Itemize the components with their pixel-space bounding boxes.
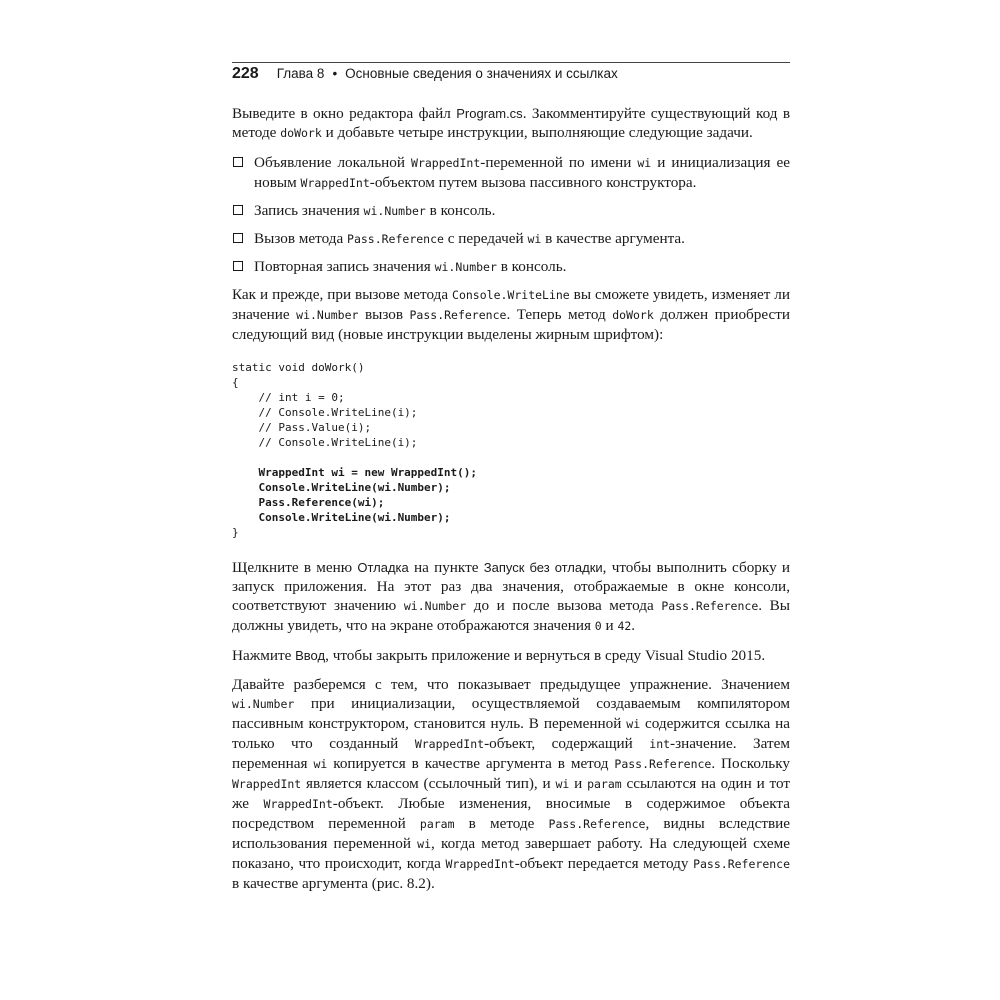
text: , когда метод завершает работу. На следующей схеме показано, что происходит, когда xyxy=(232,835,790,872)
text: Запись значения xyxy=(254,202,364,219)
list-item xyxy=(232,229,790,249)
code-term: int xyxy=(649,737,671,751)
text: вызов xyxy=(358,306,410,323)
code-term: 0 xyxy=(594,619,602,633)
text: , видны вследствие использования переменной xyxy=(232,815,790,852)
menu-item-name: Запуск без отладки xyxy=(483,560,603,575)
code-term: wi.Number xyxy=(434,260,497,274)
header-rule xyxy=(232,62,790,63)
code-term: wi xyxy=(637,156,652,170)
text: в качестве аргумента (рис. 8.2). xyxy=(232,875,435,892)
text: Выведите в окно редактора файл xyxy=(232,105,457,122)
code-term: Pass.Reference xyxy=(693,857,791,871)
checkbox-bullet-icon xyxy=(233,205,243,215)
code-line: // Console.WriteLine(i); xyxy=(232,406,418,419)
code-term: wi.Number xyxy=(363,204,426,218)
text: Щелкните в меню xyxy=(232,559,358,576)
code-line-bold: Console.WriteLine(wi.Number); xyxy=(232,511,451,524)
text: копируется в качестве аргумента в метод xyxy=(327,755,615,772)
chapter-label: Глава 8 xyxy=(276,66,325,81)
header-separator: • xyxy=(332,66,338,81)
paragraph xyxy=(232,646,790,665)
text: является классом (ссылочный тип), и xyxy=(301,775,556,792)
text: Нажмите xyxy=(232,647,296,664)
text: -значение. Затем переменная xyxy=(232,735,790,772)
text: Объявление локальной xyxy=(254,154,412,171)
text: и xyxy=(601,617,618,634)
text: . Закомментируйте существующий код в методе xyxy=(232,105,790,141)
code-term: WrappedInt xyxy=(232,777,302,791)
code-term: param xyxy=(419,817,455,831)
code-term: Pass.Reference xyxy=(661,599,759,613)
code-term: 42 xyxy=(617,619,632,633)
code-line: } xyxy=(232,526,239,539)
paragraph xyxy=(232,285,790,344)
key-name: Ввод xyxy=(295,648,326,663)
text: . Теперь метод xyxy=(506,306,613,323)
text: Вызов метода xyxy=(254,230,348,247)
list-item xyxy=(232,201,790,221)
code-term: param xyxy=(587,777,622,791)
code-term: wi xyxy=(313,757,328,771)
code-term: wi xyxy=(555,777,570,791)
text: и инициализация ее новым xyxy=(254,154,791,191)
text: в качестве аргумента. xyxy=(541,230,685,247)
checkbox-bullet-icon xyxy=(233,261,243,271)
text: ссылаются на один и тот же xyxy=(232,775,790,812)
code-listing xyxy=(232,360,790,540)
paragraph xyxy=(232,675,790,893)
text: и добавьте четыре инструкции, выполняющие следующие задачи. xyxy=(321,124,753,141)
code-term: Pass.Reference xyxy=(347,232,444,246)
text: на пункте xyxy=(408,559,484,576)
text: вы сможете увидеть, изменяет ли значение xyxy=(232,286,790,323)
text: должен приобрести следующий вид (новые инструкции выделены жирным шрифтом): xyxy=(232,306,791,343)
text: , чтобы выполнить сборку и запуск приложения. На этот раз два значения, отображаемые в окне консоли, соответствуют значению xyxy=(232,559,791,614)
code-term: Pass.Reference xyxy=(409,308,507,322)
chapter-title: Основные сведения о значениях и ссылках xyxy=(345,66,618,81)
code-line: // Console.WriteLine(i); xyxy=(232,436,418,449)
page-number: 228 xyxy=(232,65,259,82)
code-term: wi xyxy=(417,837,432,851)
code-term: wi.Number xyxy=(403,599,467,613)
text: -переменной по имени xyxy=(480,154,638,171)
text: , чтобы закрыть приложение и вернуться в среду Visual Studio 2015. xyxy=(325,647,766,664)
text: . Вы должны увидеть, что на экране отображаются значения xyxy=(232,597,790,634)
text: в методе xyxy=(454,815,549,832)
code-term: wi xyxy=(626,717,641,731)
code-term: doWork xyxy=(280,126,322,140)
text: в консоль. xyxy=(496,258,567,275)
code-line: { xyxy=(232,376,239,389)
code-line: // int i = 0; xyxy=(232,391,345,404)
code-term: Console.WriteLine xyxy=(452,288,570,302)
text: Как и прежде, при вызове метода xyxy=(232,286,453,303)
code-line-bold: WrappedInt wi = new WrappedInt(); xyxy=(232,466,478,479)
text: и xyxy=(569,775,588,792)
text: при инициализации, осуществляемой создаваемым компилятором пассивным конструктором, становится нуль. В переменной xyxy=(232,695,790,732)
intro-paragraph xyxy=(232,104,790,143)
list-item xyxy=(232,257,790,277)
text: содержится ссылка на только что созданный xyxy=(232,715,790,752)
code-term: WrappedInt xyxy=(300,176,370,190)
code-term: WrappedInt xyxy=(411,156,481,170)
code-term: WrappedInt xyxy=(445,857,515,871)
text: с передачей xyxy=(443,230,528,247)
code-term: Pass.Reference xyxy=(614,757,712,771)
task-list xyxy=(232,153,790,277)
text: . xyxy=(631,617,636,634)
menu-name: Отладка xyxy=(357,560,409,575)
page-body xyxy=(232,104,790,903)
code-term: WrappedInt xyxy=(263,797,333,811)
code-line-bold: Console.WriteLine(wi.Number); xyxy=(232,481,451,494)
text: . Поскольку xyxy=(711,755,790,772)
code-term: wi.Number xyxy=(296,308,359,322)
code-term: WrappedInt xyxy=(414,737,485,751)
checkbox-bullet-icon xyxy=(233,233,243,243)
list-item xyxy=(232,153,790,193)
text: Давайте разберемся с тем, что показывает предыдущее упражнение. Значением xyxy=(232,676,790,693)
text: Повторная запись значения xyxy=(254,258,435,275)
code-line: static void doWork() xyxy=(232,361,365,374)
code-term: doWork xyxy=(612,308,654,322)
paragraph xyxy=(232,558,790,636)
text: -объект. Любые изменения, вносимые в содержимое объекта посредством переменной xyxy=(232,795,790,832)
text: -объект передается методу xyxy=(514,855,694,872)
code-term: wi xyxy=(527,232,542,246)
text: -объектом путем вызова пассивного конструктора. xyxy=(369,174,697,191)
text: в консоль. xyxy=(425,202,496,219)
file-name: Program.cs xyxy=(456,106,523,121)
text: -объект, содержащий xyxy=(484,735,650,752)
code-term: Pass.Reference xyxy=(548,817,646,831)
code-line: // Pass.Value(i); xyxy=(232,421,372,434)
code-line-bold: Pass.Reference(wi); xyxy=(232,496,385,509)
text: до и после вызова метода xyxy=(466,597,662,614)
running-header xyxy=(232,65,790,87)
code-term: wi.Number xyxy=(232,697,295,711)
checkbox-bullet-icon xyxy=(233,157,243,167)
